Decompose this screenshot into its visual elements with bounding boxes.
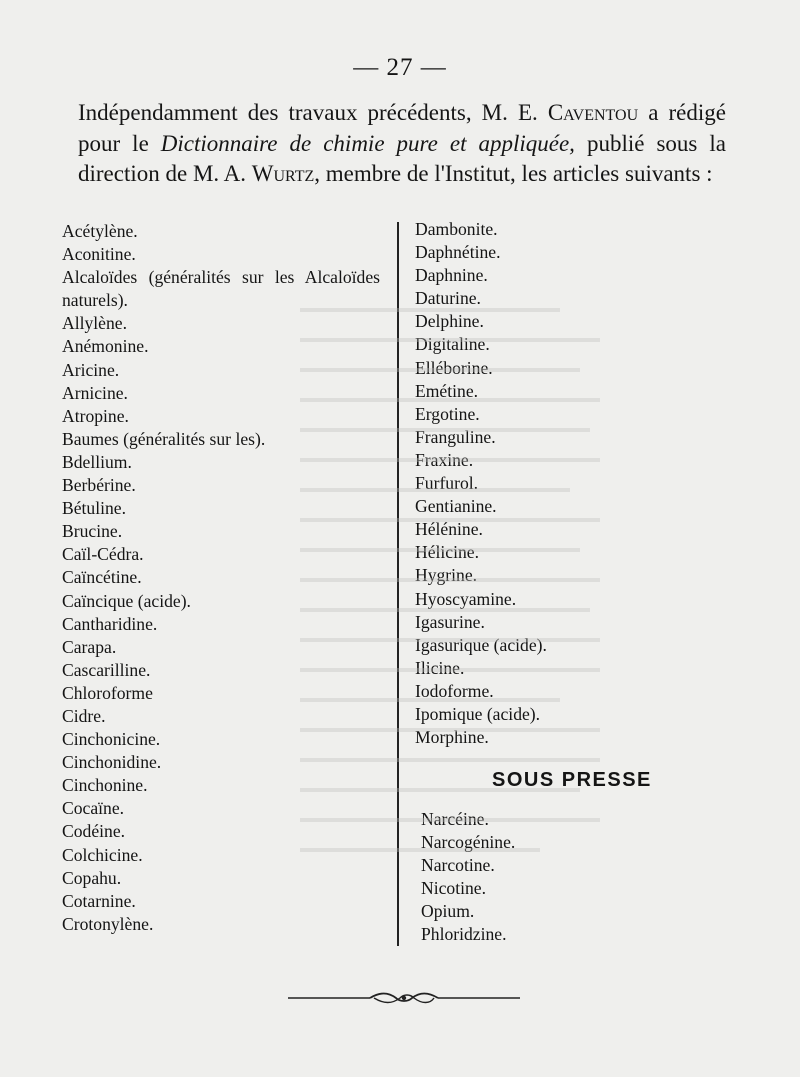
list-item: Baumes (généralités sur les).	[62, 428, 266, 449]
column-divider	[397, 222, 399, 946]
list-item: Daphnétine.	[415, 242, 501, 263]
list-item: Ipomique (acide).	[415, 703, 541, 724]
list-item: Cascarilline.	[62, 659, 151, 680]
list-item: Chloroforme	[62, 682, 153, 703]
author-name: Caventou	[547, 100, 639, 125]
list-item: Hygrine.	[415, 565, 478, 586]
intro-text-3: publié sous la direction de M. A.	[78, 130, 726, 186]
list-item: Bétuline.	[62, 498, 127, 519]
list-item: Gentianine.	[415, 496, 497, 517]
list-item: Narcogénine.	[421, 832, 516, 853]
article-list-left	[62, 220, 380, 936]
director-name: Wurtz	[251, 161, 315, 186]
list-item: Iodoforme.	[415, 680, 494, 701]
intro-paragraph	[78, 98, 726, 190]
list-item: Alcaloïdes (généralités sur les Alcaloïdes naturels).	[62, 267, 380, 311]
page-number: — 27 —	[353, 54, 447, 81]
list-item: Narcotine.	[421, 855, 495, 876]
sous-presse-list	[421, 808, 751, 947]
list-item: Aconitine.	[62, 244, 136, 265]
list-item: Acétylène.	[62, 221, 138, 241]
list-item: Crotonylène.	[62, 913, 154, 934]
list-item: Digitaline.	[415, 334, 490, 355]
list-item: Igasurine.	[415, 611, 485, 632]
list-item: Aricine.	[62, 359, 120, 380]
list-item: Anémonine.	[62, 336, 149, 357]
list-item: Codéine.	[62, 821, 126, 842]
list-item: Copahu.	[62, 867, 122, 888]
list-item: Brucine.	[62, 521, 123, 542]
list-item: Dambonite.	[415, 219, 498, 239]
list-item: Ergotine.	[415, 403, 480, 424]
ornament-divider	[288, 988, 520, 1008]
list-item: Elléborine.	[415, 357, 493, 378]
list-item: Emétine.	[415, 380, 479, 401]
list-item: Cantharidine.	[62, 613, 158, 634]
list-item: Nicotine.	[421, 878, 486, 899]
list-item: Bdellium.	[62, 451, 132, 472]
list-item: Cinchonine.	[62, 775, 148, 796]
list-item: Allylène.	[62, 313, 127, 334]
intro-text-4: , membre de l'Institut, les articles suivants :	[314, 161, 713, 186]
list-item: Arnicine.	[62, 382, 128, 403]
list-item: Hélicine.	[415, 542, 479, 563]
list-item: Caïl-Cédra.	[62, 544, 144, 565]
list-item: Delphine.	[415, 311, 484, 332]
list-item: Furfurol.	[415, 473, 479, 494]
list-item: Cinchonicine.	[62, 729, 161, 750]
list-item: Daphnine.	[415, 265, 488, 286]
intro-text-2: a rédigé pour le	[78, 100, 726, 156]
list-item: Caïncétine.	[62, 567, 142, 588]
list-item: Ilicine.	[415, 657, 465, 678]
dictionary-title: Dictionnaire de chimie pure et appliquée,	[160, 130, 575, 156]
list-item: Carapa.	[62, 636, 117, 657]
list-item: Cocaïne.	[62, 798, 125, 819]
list-item: Daturine.	[415, 288, 481, 309]
list-item: Berbérine.	[62, 475, 136, 496]
list-item: Igasurique (acide).	[415, 634, 547, 655]
list-item: Cidre.	[62, 705, 106, 726]
sous-presse-heading: SOUS PRESSE	[492, 769, 652, 791]
list-item: Phloridzine.	[421, 924, 507, 945]
article-list-right	[415, 218, 745, 749]
list-item: Narcéine.	[421, 809, 489, 829]
list-item: Franguline.	[415, 426, 496, 447]
list-item: Caïncique (acide).	[62, 590, 191, 611]
list-item: Hélénine.	[415, 519, 483, 540]
list-item: Morphine.	[415, 727, 489, 748]
list-item: Hyoscyamine.	[415, 588, 517, 609]
list-item: Atropine.	[62, 405, 129, 426]
list-item: Cotarnine.	[62, 890, 136, 911]
list-item: Cinchonidine.	[62, 752, 162, 773]
list-item: Opium.	[421, 901, 475, 922]
list-item: Colchicine.	[62, 844, 143, 865]
intro-text-1: Indépendamment des travaux précédents, M. E.	[78, 100, 548, 125]
list-item: Fraxine.	[415, 449, 474, 470]
